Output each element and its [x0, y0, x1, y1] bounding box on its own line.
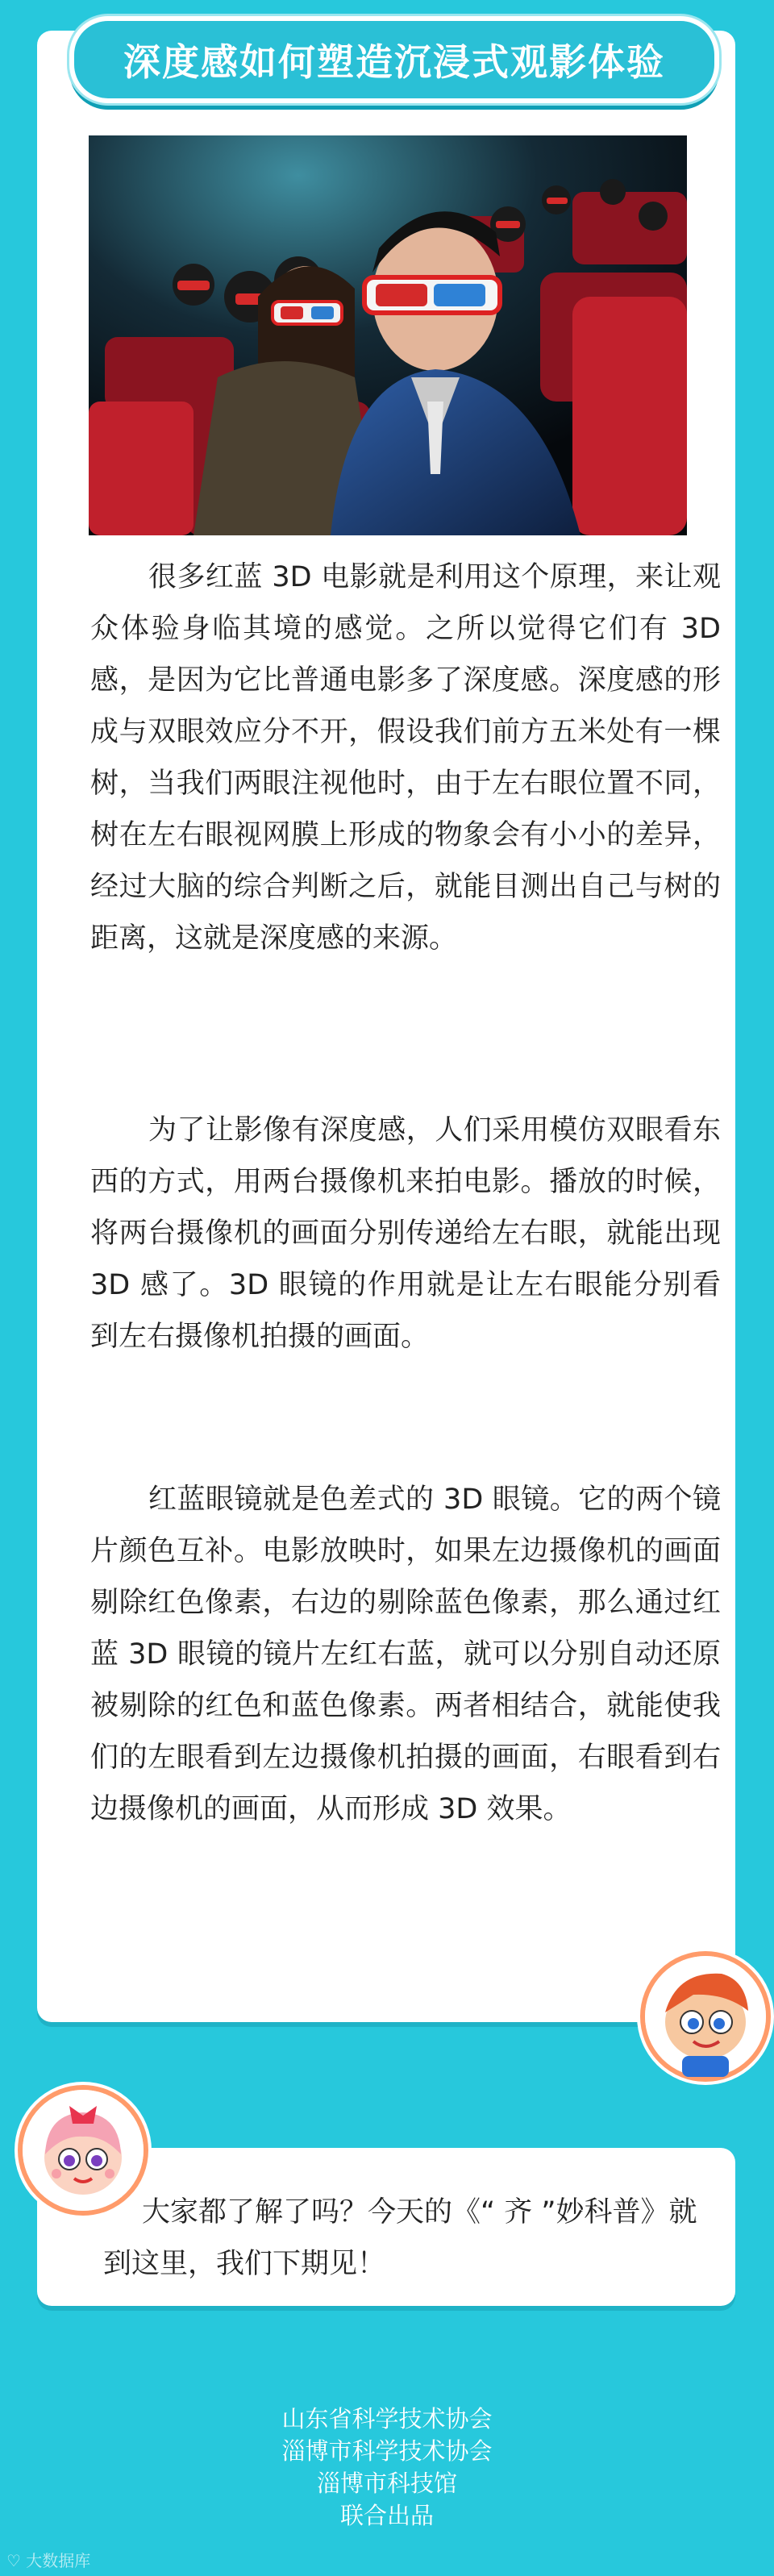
footer-line-4: 联合出品 — [339, 2502, 434, 2529]
cinema-3d-photo — [89, 135, 687, 535]
watermark: ♡ 大数据库 — [6, 2551, 91, 2570]
footer-line-3: 淄博市科技馆 — [316, 2470, 457, 2497]
article-paragraph-1: 很多红蓝 3D 电影就是利用这个原理，来让观众体验身临其境的感觉。之所以觉得它们有 3D 感，是因为它比普通电影多了深度感。深度感的形成与双眼效应分不开，假设我们前方五米处有一棵树，当我们两眼注视他时，由于左右眼位置不同，树在左右眼视网膜上形成的物象会有小小的差异，经过大脑的综合判断之后，就能目测出自己与树的距离，这就是深度感的来源。 — [90, 561, 721, 955]
mascot-girl-avatar — [18, 2085, 148, 2216]
page-title: 深度感如何塑造沉浸式观影体验 — [69, 16, 719, 103]
footer-credits — [0, 2403, 774, 2532]
article-paragraph-3: 红蓝眼镜就是色差式的 3D 眼镜。它的两个镜片颜色互补。电影放映时，如果左边摄像机的画面剔除红色像素，右边的剔除蓝色像素，那么通过红蓝 3D 眼镜的镜片左红右蓝，就可以分别自动还原被剔除的红色和蓝色像素。两者相结合，就能使我们的左眼看到左边摄像机拍摄的画面，右眼看到右边摄像机的画面，从而形成 3D 效果。 — [90, 1484, 721, 1825]
footer-line-1: 山东省科学技术协会 — [281, 2405, 493, 2432]
mascot-boy-avatar — [640, 1951, 771, 2082]
article-paragraph-2: 为了让影像有深度感，人们采用模仿双眼看东西的方式，用两台摄像机来拍电影。播放的时候，将两台摄像机的画面分别传递给左右眼，就能出现 3D 感了。3D 眼镜的作用就是让左右眼能分别看到左右摄像机拍摄的画面。 — [90, 1114, 721, 1353]
closing-text: 大家都了解了吗？今天的《“ 齐 ”妙科普》就到这里，我们下期见！ — [103, 2196, 697, 2280]
footer-line-2: 淄博市科学技术协会 — [281, 2437, 493, 2465]
